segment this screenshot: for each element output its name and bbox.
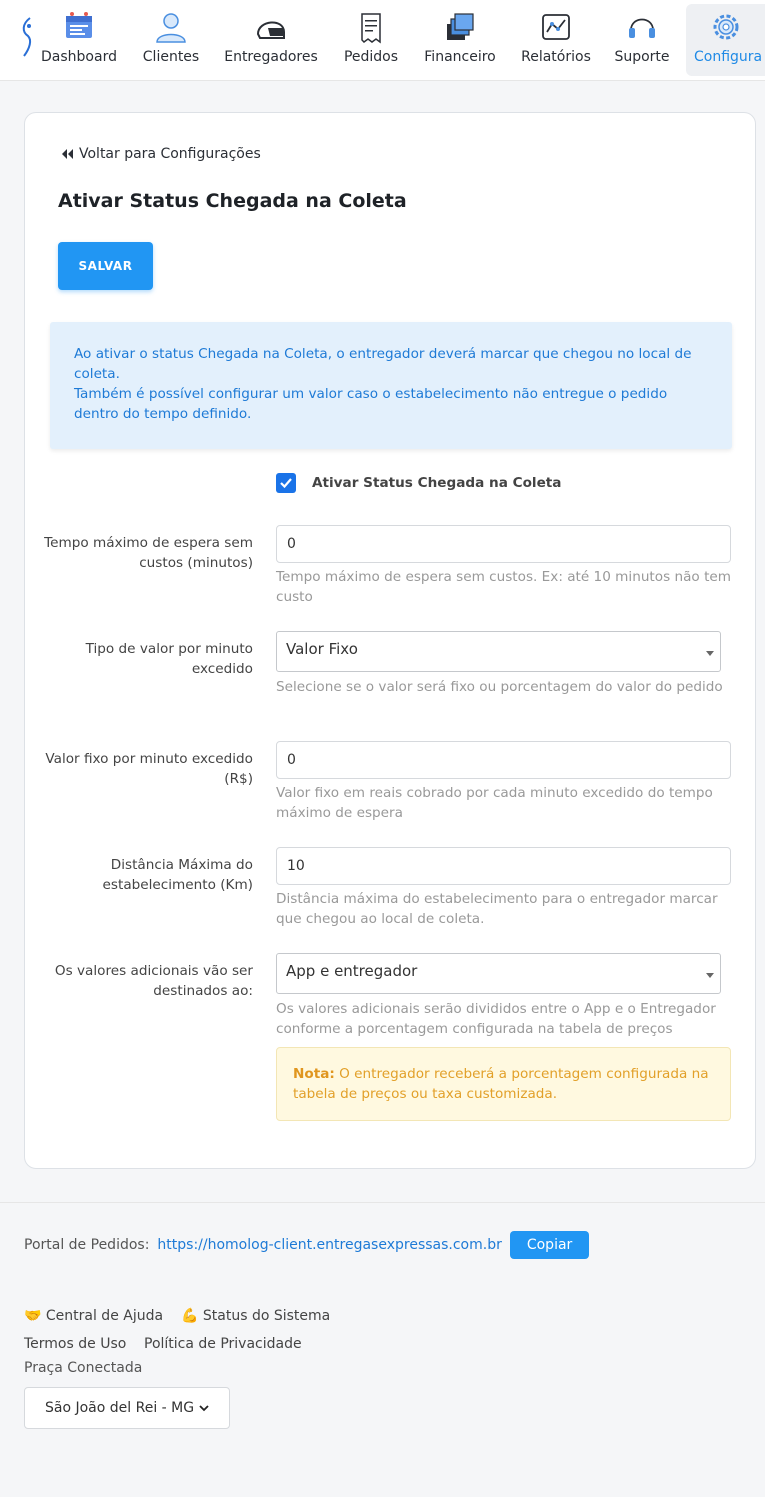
- double-chevron-left-icon: [61, 148, 75, 160]
- nav-item-configuracoes[interactable]: [686, 4, 765, 76]
- activate-status-checkbox-row[interactable]: [276, 473, 561, 493]
- info-text-line1: Ao ativar o status Chegada na Coleta, o entregador deverá marcar que chegou no local de coleta.: [74, 346, 692, 382]
- privacy-link[interactable]: Política de Privacidade: [144, 1336, 302, 1352]
- help-center-link[interactable]: 🤝 Central de Ajuda: [24, 1308, 164, 1324]
- dropdown-caret-icon: [706, 651, 714, 656]
- nav-label-pedidos: Pedidos: [343, 49, 399, 65]
- gear-icon: [709, 10, 743, 44]
- info-alert: [50, 322, 732, 449]
- nav-item-suporte[interactable]: [608, 0, 676, 81]
- chart-icon: [539, 10, 573, 44]
- max-distance-help: Distância máxima do estabelecimento para o entregador marcar que chegou ao local de coleta.: [276, 891, 718, 927]
- nav-item-clientes[interactable]: [134, 0, 208, 81]
- info-text-line2: Também é possível configurar um valor caso o estabelecimento não entregue o pedido dentro do tempo definido.: [74, 386, 668, 422]
- fixed-value-help: Valor fixo em reais cobrado por cada minuto excedido do tempo máximo de espera: [276, 785, 713, 821]
- destination-selected: App e entregador: [286, 962, 418, 980]
- wait-time-label: Tempo máximo de espera sem custos (minutos): [44, 535, 253, 571]
- dashboard-icon: [62, 10, 96, 44]
- nav-label-entregadores: Entregadores: [224, 49, 318, 65]
- nav-label-relatorios: Relatórios: [521, 49, 591, 65]
- praca-label: Praça Conectada: [24, 1360, 143, 1376]
- activate-status-checkbox-label: Ativar Status Chegada na Coleta: [312, 475, 562, 491]
- fixed-value-input[interactable]: 0: [276, 741, 731, 779]
- nav-label-suporte: Suporte: [614, 49, 670, 65]
- back-to-settings-link[interactable]: [61, 146, 261, 162]
- back-link-label: Voltar para Configurações: [79, 146, 261, 162]
- checkmark-icon: [279, 476, 293, 490]
- nav-item-relatorios[interactable]: [514, 0, 598, 81]
- receipt-icon: [354, 10, 388, 44]
- nav-label-clientes: Clientes: [142, 49, 200, 65]
- fixed-value-label: Valor fixo por minuto excedido (R$): [45, 751, 253, 787]
- value-type-selected: Valor Fixo: [286, 640, 358, 658]
- nav-item-entregadores[interactable]: [220, 0, 322, 81]
- footer-divider: [0, 1202, 765, 1203]
- chevron-down-icon: [199, 1405, 209, 1412]
- max-distance-input[interactable]: 10: [276, 847, 731, 885]
- note-text: O entregador receberá a porcentagem configurada na tabela de preços ou taxa customizada.: [293, 1066, 709, 1102]
- copy-button[interactable]: Copiar: [510, 1231, 589, 1259]
- nav-item-financeiro[interactable]: [418, 0, 502, 81]
- praca-select[interactable]: [24, 1387, 230, 1429]
- wait-time-input[interactable]: 0: [276, 525, 731, 563]
- nav-label-dashboard: Dashboard: [41, 49, 117, 65]
- portal-row: [24, 1231, 589, 1259]
- portal-label: Portal de Pedidos:: [24, 1237, 150, 1253]
- helmet-icon: [254, 10, 288, 44]
- terms-link[interactable]: Termos de Uso: [24, 1336, 127, 1352]
- brand-logo-icon[interactable]: [20, 16, 34, 60]
- max-distance-label: Distância Máxima do estabelecimento (Km): [102, 857, 253, 893]
- nav-item-pedidos[interactable]: [334, 0, 408, 81]
- note-prefix: Nota:: [293, 1066, 335, 1082]
- save-button[interactable]: SALVAR: [58, 242, 153, 290]
- money-icon: [443, 10, 477, 44]
- settings-card: [24, 112, 756, 1169]
- nav-label-configuracoes: Configura: [694, 49, 763, 65]
- activate-status-checkbox[interactable]: [276, 473, 296, 493]
- destination-help: Os valores adicionais serão divididos entre o App e o Entregador conforme a porcentagem configurada na tabela de preços: [276, 1001, 716, 1037]
- destination-select[interactable]: [276, 953, 721, 994]
- page-title: Ativar Status Chegada na Coleta: [58, 190, 407, 212]
- nav-item-dashboard[interactable]: [36, 0, 122, 81]
- value-type-help: Selecione se o valor será fixo ou porcentagem do valor do pedido: [276, 679, 723, 695]
- portal-url-link[interactable]: https://homolog-client.entregasexpressas.com.br: [157, 1237, 502, 1253]
- destination-label: Os valores adicionais vão ser destinados ao:: [54, 963, 253, 999]
- user-icon: [154, 10, 188, 44]
- top-navigation: [0, 0, 765, 81]
- value-type-select[interactable]: [276, 631, 721, 672]
- value-type-label: Tipo de valor por minuto excedido: [85, 641, 253, 677]
- wait-time-help: Tempo máximo de espera sem custos. Ex: até 10 minutos não tem custo: [276, 569, 731, 605]
- nav-label-financeiro: Financeiro: [424, 49, 496, 65]
- headset-icon: [625, 10, 659, 44]
- system-status-link[interactable]: 💪 Status do Sistema: [181, 1308, 331, 1324]
- note-alert: [276, 1047, 731, 1121]
- dropdown-caret-icon: [706, 973, 714, 978]
- praca-selected: São João del Rei - MG: [45, 1400, 195, 1416]
